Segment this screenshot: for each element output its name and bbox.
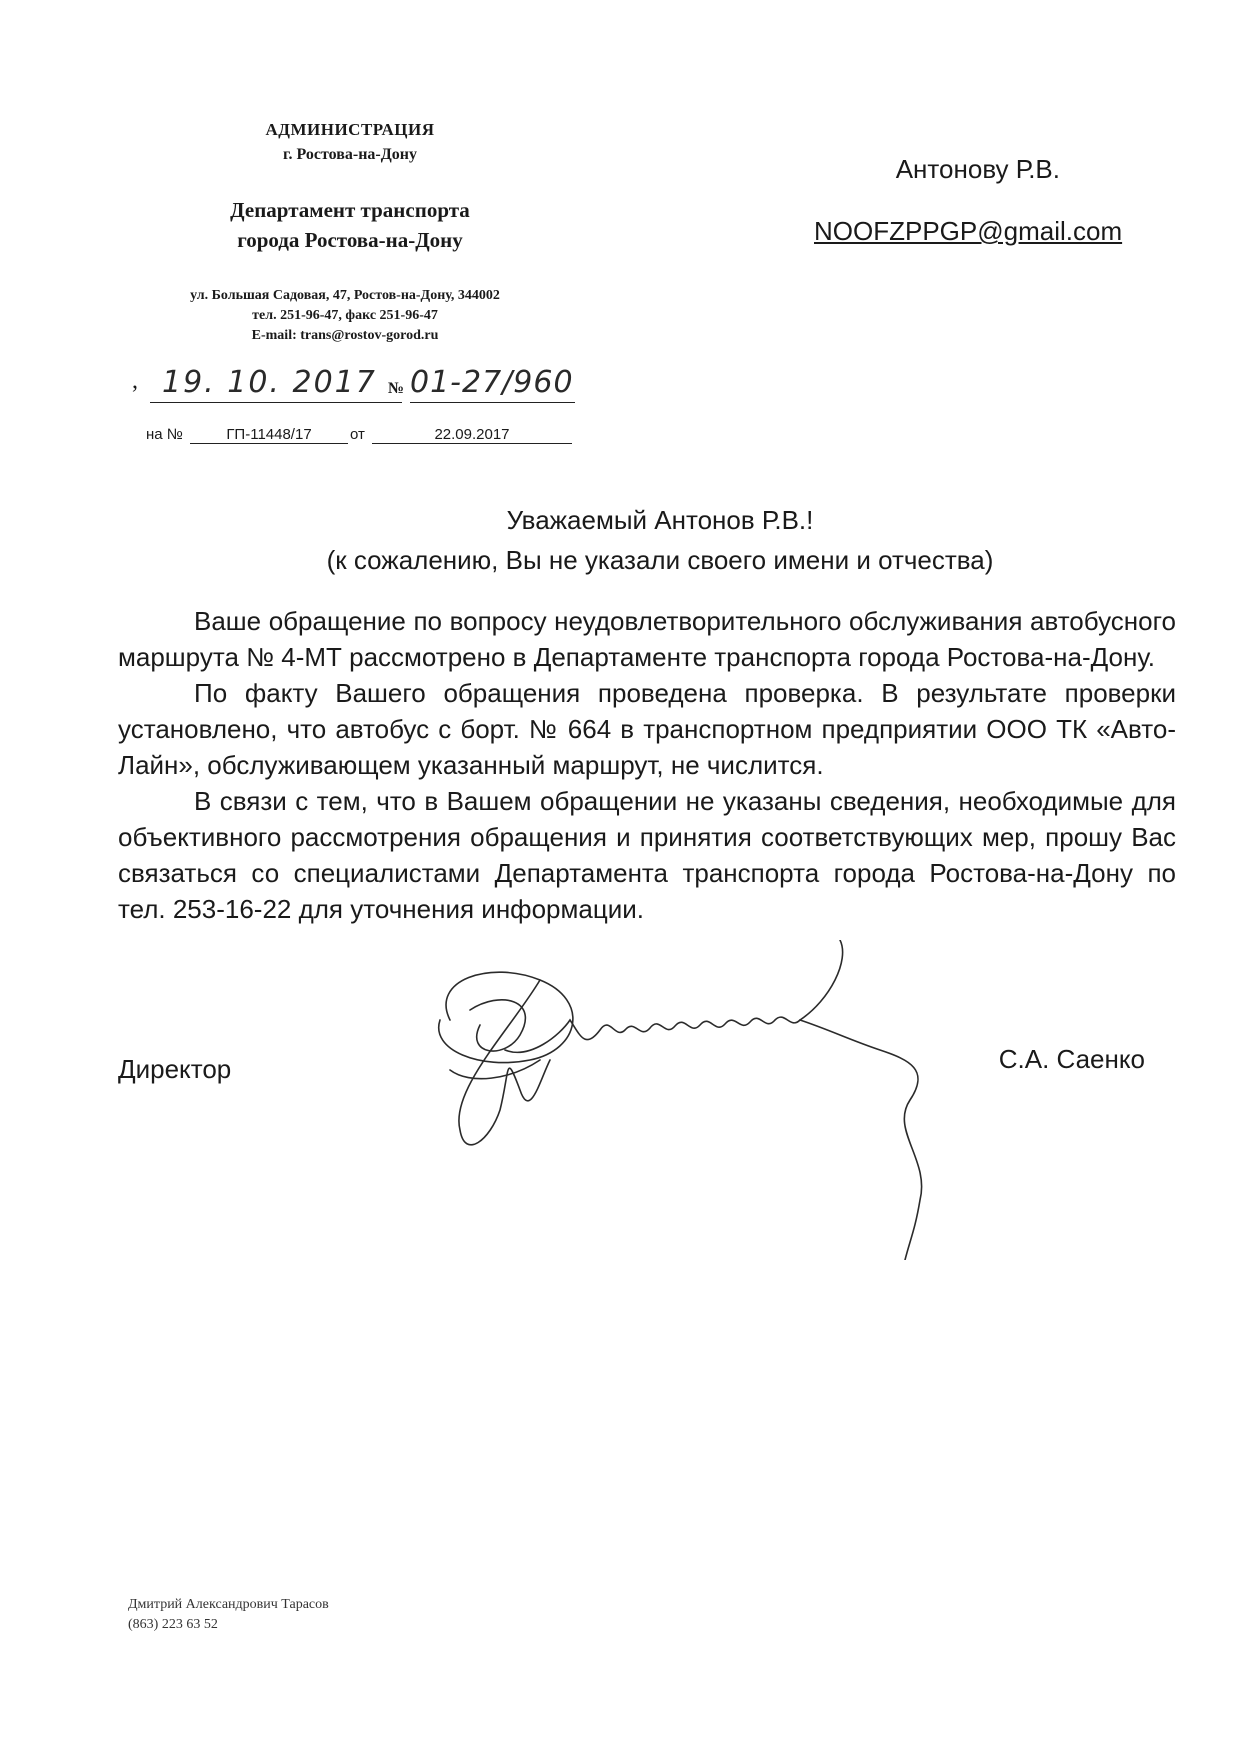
comma-mark: , [132, 368, 138, 394]
handwritten-signature [410, 940, 1010, 1260]
org-city: г. Ростова-на-Дону [283, 146, 417, 163]
registration-number-label: № [388, 380, 405, 397]
executor-info [128, 1595, 329, 1635]
recipient-name: Антонову Р.В. [895, 154, 1060, 184]
body-paragraph-2: По факту Вашего обращения проведена проверка. В результате проверки установлено, что автобус с борт. № 664 в транспортном предприятии ООО ТК «Авто-Лайн», обслуживающем указанный маршрут, не числится. [118, 678, 1176, 780]
salutation [160, 500, 1160, 580]
letter-body [118, 603, 1176, 927]
reference-from-label: от [350, 426, 365, 443]
department-name: Департамент транспорта [230, 198, 470, 222]
body-paragraph-1: Ваше обращение по вопросу неудовлетворительного обслуживания автобусного маршрута № 4-МТ рассмотрено в Департаменте транспорта города Ростова-на-Дону. [118, 606, 1176, 672]
recipient-email: NOOFZPPGP@gmail.com [814, 216, 1123, 246]
signatory-name: С.А. Саенко [998, 1044, 1145, 1074]
letterhead-email: E-mail: trans@rostov-gorod.ru [251, 328, 439, 343]
executor-name: Дмитрий Александрович Тарасов [128, 1597, 329, 1612]
salutation-line: Уважаемый Антонов Р.В.! [506, 505, 814, 535]
registration-number: 01-27/960 [410, 364, 575, 403]
letterhead-contacts [120, 286, 570, 346]
signatory-title: Директор [118, 1054, 232, 1084]
salutation-note: (к сожалению, Вы не указали своего имени и отчества) [326, 545, 994, 575]
registration-date: 19. 10. 2017 [150, 364, 402, 403]
reference-number: ГП-11448/17 [190, 426, 348, 444]
letterhead-phone: тел. 251-96-47, факс 251-96-47 [252, 308, 438, 323]
reference-date: 22.09.2017 [372, 426, 572, 444]
executor-phone: (863) 223 63 52 [128, 1617, 218, 1632]
letterhead-address: ул. Большая Садовая, 47, Ростов-на-Дону, 344002 [190, 288, 500, 303]
reference-label: на № [146, 426, 183, 443]
body-paragraph-3: В связи с тем, что в Вашем обращении не указаны сведения, необходимые для объективного рассмотрения обращения и принятия соответствующих мер, прошу Вас связаться со специалистами Департамента транспорта города Ростова-на-Дону по тел. 253-16-22 для уточнения информации. [118, 786, 1176, 924]
department-city: города Ростова-на-Дону [237, 228, 463, 252]
org-name: АДМИНИСТРАЦИЯ [265, 120, 435, 139]
